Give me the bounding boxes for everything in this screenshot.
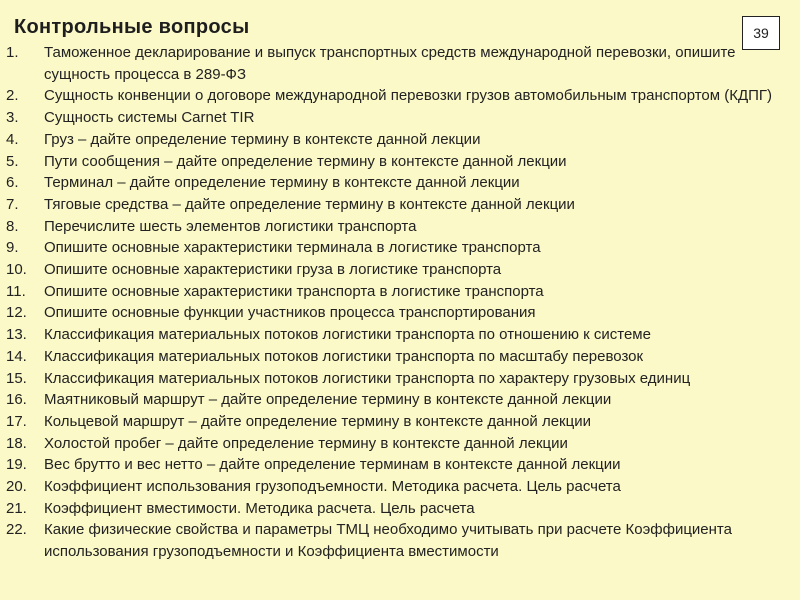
- question-item: [0, 302, 785, 324]
- question-number: 8.: [6, 217, 19, 235]
- question-number: 15.: [6, 369, 27, 387]
- question-number: 11.: [6, 282, 26, 300]
- question-number: 10.: [6, 261, 27, 279]
- question-number: 20.: [6, 478, 27, 496]
- question-text: Опишите основные характеристики груза в логистике транспорта: [44, 261, 502, 279]
- question-text: Классификация материальных потоков логистики транспорта по масштабу перевозок: [44, 347, 644, 365]
- question-number: 21.: [6, 499, 27, 517]
- question-item: [0, 42, 785, 85]
- slide-title: Контрольные вопросы: [14, 16, 250, 38]
- question-text: Груз – дайте определение термину в контексте данной лекции: [44, 130, 481, 148]
- question-number: 6.: [6, 174, 19, 192]
- question-text: Вес брутто и вес нетто – дайте определение терминам в контексте данной лекции: [44, 456, 621, 474]
- question-number: 13.: [6, 326, 27, 344]
- question-item: [0, 151, 785, 173]
- question-item: [0, 281, 785, 303]
- question-number: 18.: [6, 434, 27, 452]
- question-item: [0, 346, 785, 368]
- question-number: 5.: [6, 152, 19, 170]
- question-item: [0, 194, 785, 216]
- question-text: Терминал – дайте определение термину в контексте данной лекции: [44, 174, 520, 192]
- question-number: 1.: [6, 44, 19, 61]
- question-number: 16.: [6, 391, 27, 409]
- question-item: [0, 216, 785, 238]
- question-item: [0, 433, 785, 455]
- question-item: [0, 107, 785, 129]
- question-number: 17.: [6, 412, 27, 430]
- question-text: Перечислите шесть элементов логистики транспорта: [44, 217, 417, 235]
- questions-list: [0, 42, 785, 563]
- question-item: [0, 129, 785, 151]
- question-text: Коэффициент использования грузоподъемности. Методика расчета. Цель расчета: [44, 478, 621, 496]
- question-number: 7.: [6, 195, 19, 213]
- question-text: Опишите основные характеристики транспорта в логистике транспорта: [44, 282, 544, 300]
- question-item: [0, 389, 785, 411]
- question-number: 19.: [6, 456, 27, 474]
- question-item: [0, 498, 785, 520]
- question-text: Коэффициент вместимости. Методика расчета. Цель расчета: [44, 499, 475, 517]
- question-item: [0, 411, 785, 433]
- question-text: Классификация материальных потоков логистики транспорта по отношению к системе: [44, 326, 651, 344]
- question-number: 12.: [6, 304, 27, 322]
- page-number-badge: 39: [742, 16, 780, 50]
- question-number: 22.: [6, 521, 27, 539]
- question-item: [0, 324, 785, 346]
- question-number: 2.: [6, 87, 19, 105]
- question-item: [0, 519, 785, 562]
- question-text: Тяговые средства – дайте определение термину в контексте данной лекции: [44, 195, 575, 213]
- question-text: Маятниковый маршрут – дайте определение термину в контексте данной лекции: [44, 391, 612, 409]
- question-text: Какие физические свойства и параметры ТМЦ необходимо учитывать при расчете Коэффициента использования грузоподъемности и Коэффициента вместимости: [44, 521, 732, 561]
- question-number: 9.: [6, 239, 19, 257]
- question-text: Сущность системы Carnet TIR: [44, 109, 255, 127]
- question-number: 14.: [6, 347, 27, 365]
- question-number: 3.: [6, 109, 19, 127]
- question-text: Пути сообщения – дайте определение термину в контексте данной лекции: [44, 152, 567, 170]
- question-text: Холостой пробег – дайте определение термину в контексте данной лекции: [44, 434, 568, 452]
- question-text: Опишите основные функции участников процесса транспортирования: [44, 304, 536, 322]
- question-text: Сущность конвенции о договоре международной перевозки грузов автомобильным транспортом (КДПГ): [44, 87, 773, 105]
- question-item: [0, 172, 785, 194]
- question-item: [0, 237, 785, 259]
- question-item: [0, 368, 785, 390]
- question-item: [0, 476, 785, 498]
- question-text: Таможенное декларирование и выпуск транспортных средств международной перевозки, опишите сущность процесса в 289-ФЗ: [44, 44, 736, 83]
- question-item: [0, 454, 785, 476]
- question-item: [0, 85, 785, 107]
- question-text: Классификация материальных потоков логистики транспорта по характеру грузовых единиц: [44, 369, 691, 387]
- question-text: Кольцевой маршрут – дайте определение термину в контексте данной лекции: [44, 412, 591, 430]
- question-number: 4.: [6, 130, 19, 148]
- question-item: [0, 259, 785, 281]
- question-text: Опишите основные характеристики терминала в логистике транспорта: [44, 239, 541, 257]
